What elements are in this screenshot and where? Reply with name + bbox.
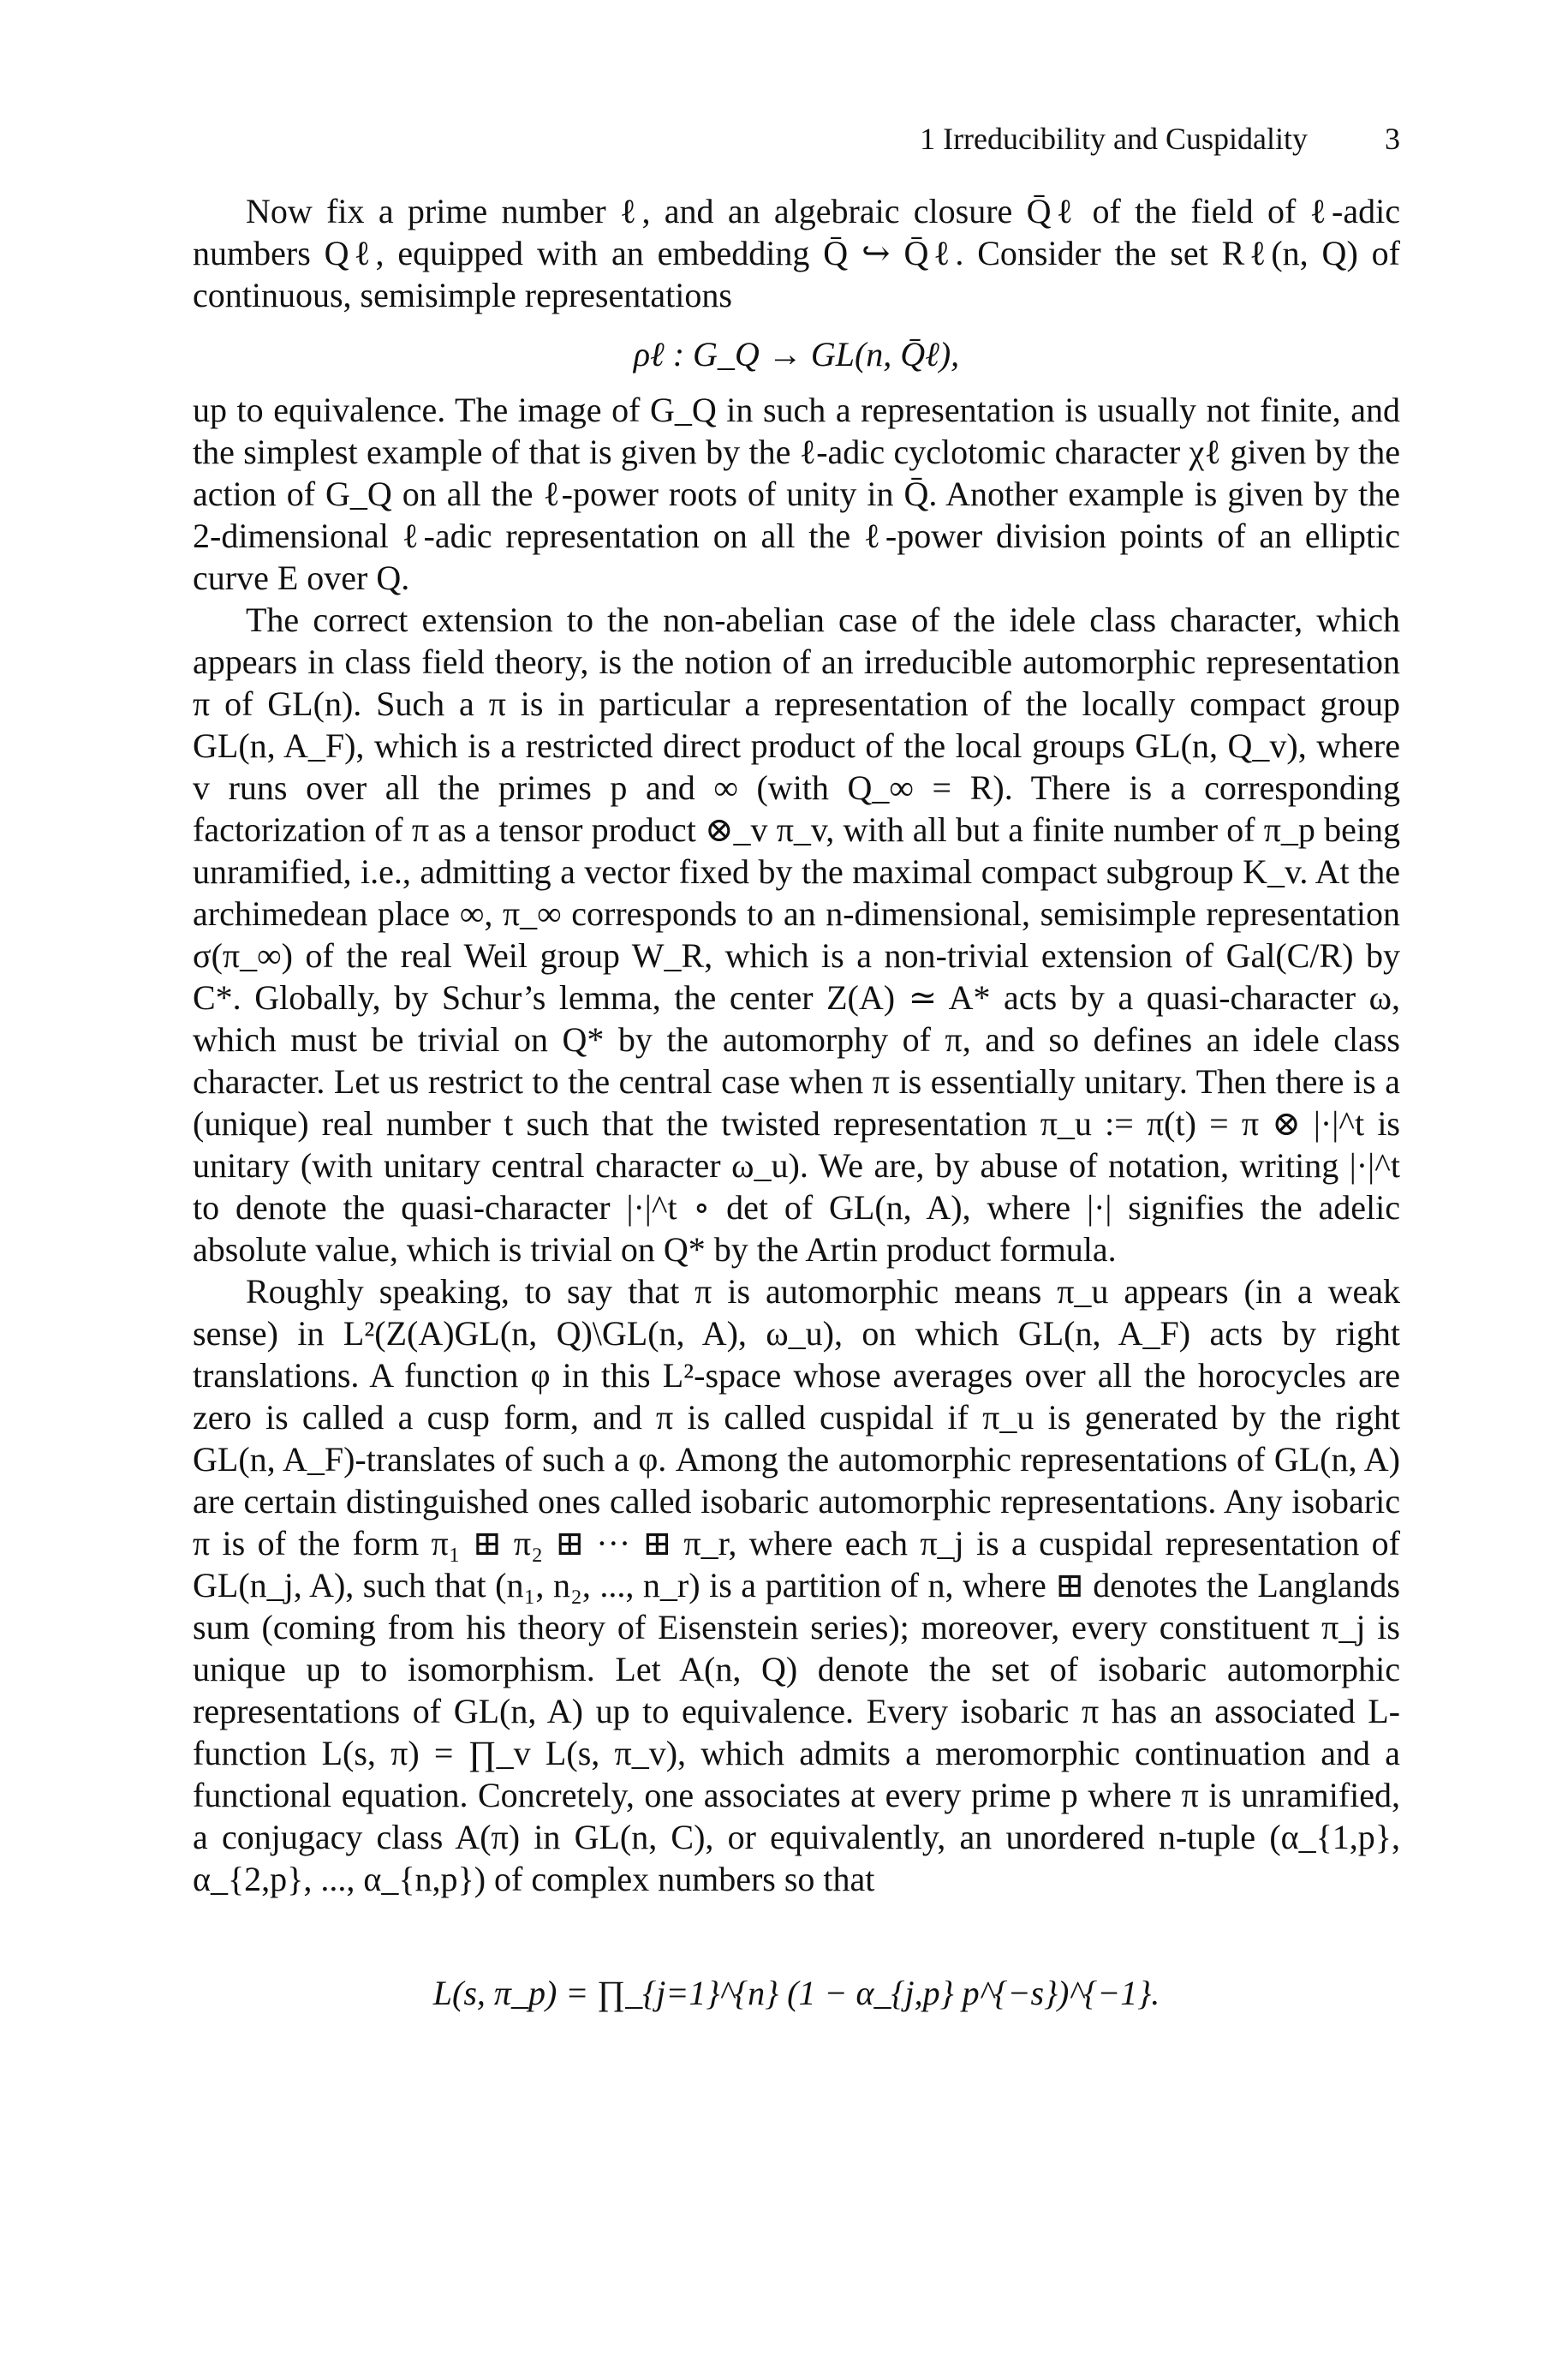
equation-rho-map: ρℓ : G_Q → GL(n, Q̄ℓ), bbox=[633, 335, 960, 373]
paragraph-2: up to equivalence. The image of G_Q in such a representation is usually not finite, and the simplest example of that is given by the ℓ-adic cyclotomic character χℓ given by the action of G_Q on all the ℓ-power roots of unity in Q̄. Another example is given by the 2-dimensional ℓ-adic representation on all the ℓ-power division points of an elliptic curve E over Q. bbox=[193, 391, 1400, 597]
paragraph-1: Now fix a prime number ℓ, and an algebraic closure Q̄ℓ of the field of ℓ-adic numbers Qℓ, equipped with an embedding Q̄ ↪ Q̄ℓ. Consider the set Rℓ(n, Q) of continuous, semisimple representations bbox=[193, 192, 1400, 314]
equation-local-L: L(s, π_p) = ∏_{j=1}^{n} (1 − α_{j,p} p^{−s})^{−1}. bbox=[432, 1974, 1160, 2012]
running-title: 1 Irreducibility and Cuspidality bbox=[920, 122, 1308, 156]
paragraph-3: The correct extension to the non-abelian case of the idele class character, which appears in class field theory, is the notion of an irreducible automorphic representation π of GL(n). Such a π is in particular a representation of the locally compact group GL(n, A_F), which is a restricted direct product of the local groups GL(n, Q_v), where v runs over all the primes p and ∞ (with Q_∞ = R). There is a corresponding factorization of π as a tensor product ⊗_v π_v, with all but a finite number of π_p being unramified, i.e., admitting a vector fixed by the maximal compact subgroup K_v. At the archimedean place ∞, π_∞ corresponds to an n-dimensional, semisimple representation σ(π_∞) of the real Weil group W_R, which is a non-trivial extension of Gal(C/R) by C*. Globally, by Schur’s lemma, the center Z(A) ≃ A* acts by a quasi-character ω, which must be trivial on Q* by the automorphy of π, and so defines an idele class character. Let us restrict to the central case when π is essentially unitary. Then there is a (unique) real number t such that the twisted representation π_u := π(t) = π ⊗ |·|^t is unitary (with unitary central character ω_u). We are, by abuse of notation, writing |·|^t to denote the quasi-character |·|^t ∘ det of GL(n, A), where |·| signifies the adelic absolute value, which is trivial on Q* by the Artin product formula. bbox=[193, 600, 1400, 1269]
running-header bbox=[193, 120, 1400, 158]
paragraph-4: Roughly speaking, to say that π is automorphic means π_u appears (in a weak sense) in L²(Z(A)GL(n, Q)\GL(n, A), ω_u), on which GL(n, A_F) acts by right translations. A function φ in this L²-space whose averages over all the horocycles are zero is called a cusp form, and π is called cuspidal if π_u is generated by the right GL(n, A_F)-translates of such a φ. Among the automorphic representations of GL(n, A) are certain distinguished ones called isobaric automorphic representations. Any isobaric π is of the form π₁ ⊞ π₂ ⊞ ··· ⊞ π_r, where each π_j is a cuspidal representation of GL(n_j, A), such that (n₁, n₂, ..., n_r) is a partition of n, where ⊞ denotes the Langlands sum (coming from his theory of Eisenstein series); moreover, every constituent π_j is unique up to isomorphism. Let A(n, Q) denote the set of isobaric automorphic representations of GL(n, A) up to equivalence. Every isobaric π has an associated L-function L(s, π) = ∏_v L(s, π_v), which admits a meromorphic continuation and a functional equation. Concretely, one associates at every prime p where π is unramified, a conjugacy class A(π) in GL(n, C), or equivalently, an unordered n-tuple (α_{1,p}, α_{2,p}, ..., α_{n,p}) of complex numbers so that bbox=[193, 1272, 1400, 1898]
page-body bbox=[193, 190, 1400, 2058]
page-number: 3 bbox=[1385, 122, 1400, 156]
